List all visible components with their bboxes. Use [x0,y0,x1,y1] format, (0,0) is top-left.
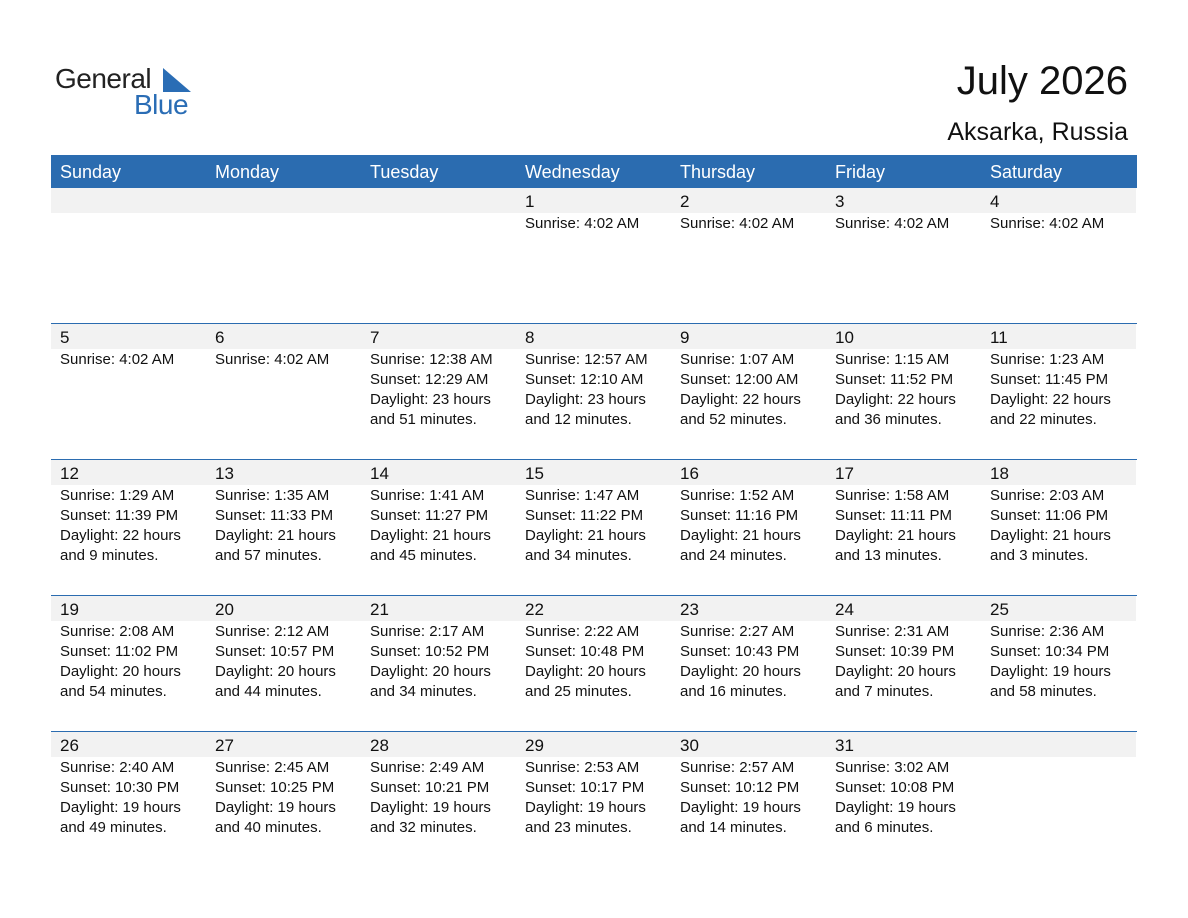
sunset-text: Sunset: 10:25 PM [215,779,335,796]
day-number: 11 [981,324,1136,349]
day-number: 21 [361,596,516,621]
sunrise-text: Sunrise: 2:22 AM [525,623,640,640]
weekday-friday: Friday [835,162,886,182]
sunrise-text: Sunrise: 12:57 AM [525,351,648,368]
sunrise-text: Sunrise: 2:12 AM [215,623,330,640]
day-number [206,188,361,213]
sun-info [826,213,981,234]
sun-info [516,757,671,838]
empty-day-cell [981,732,1136,867]
day-cell-5 [51,324,206,459]
day-number: 9 [671,324,826,349]
day-number: 8 [516,324,671,349]
day-cell-16 [671,460,826,595]
daylight-minutes-text: and 13 minutes. [835,547,942,564]
sunrise-text: Sunrise: 4:02 AM [990,215,1105,232]
daylight-minutes-text: and 34 minutes. [370,683,477,700]
day-cell-22 [516,596,671,731]
sunset-text: Sunset: 11:27 PM [370,507,489,524]
weekday-saturday: Saturday [990,162,1063,182]
sunset-text: Sunset: 11:33 PM [215,507,334,524]
daylight-minutes-text: and 54 minutes. [60,683,167,700]
sunrise-text: Sunrise: 2:45 AM [215,759,330,776]
sun-info [516,621,671,702]
daylight-minutes-text: and 24 minutes. [680,547,787,564]
sun-info [981,349,1136,430]
sunrise-text: Sunrise: 3:02 AM [835,759,950,776]
sunrise-text: Sunrise: 1:58 AM [835,487,950,504]
day-cell-18 [981,460,1136,595]
sunset-text: Sunset: 11:02 PM [60,643,179,660]
daylight-text: Daylight: 21 hours [835,527,956,544]
sunset-text: Sunset: 10:12 PM [680,779,800,796]
sunset-text: Sunset: 11:22 PM [525,507,644,524]
sun-info [671,621,826,702]
day-number: 14 [361,460,516,485]
daylight-text: Daylight: 19 hours [370,799,491,816]
sunrise-text: Sunrise: 2:36 AM [990,623,1105,640]
day-number: 3 [826,188,981,213]
sun-info [826,349,981,430]
sunrise-text: Sunrise: 2:17 AM [370,623,485,640]
day-number: 26 [51,732,206,757]
sunrise-text: Sunrise: 4:02 AM [60,351,175,368]
sun-info [516,213,671,234]
sunset-text: Sunset: 10:34 PM [990,643,1110,660]
day-number: 2 [671,188,826,213]
daylight-minutes-text: and 23 minutes. [525,819,632,836]
calendar-location: Aksarka, Russia [947,118,1128,146]
day-cell-1 [516,188,671,323]
sunset-text: Sunset: 12:10 AM [525,371,644,388]
day-number: 15 [516,460,671,485]
daylight-minutes-text: and 9 minutes. [60,547,159,564]
day-cell-30 [671,732,826,867]
day-number: 10 [826,324,981,349]
empty-day-cell [51,188,206,323]
week-row [51,731,1137,867]
daylight-text: Daylight: 19 hours [215,799,336,816]
sunset-text: Sunset: 10:57 PM [215,643,335,660]
sun-info [826,621,981,702]
daylight-text: Daylight: 23 hours [525,391,646,408]
day-cell-17 [826,460,981,595]
daylight-minutes-text: and 45 minutes. [370,547,477,564]
sunset-text: Sunset: 11:11 PM [835,507,953,524]
daylight-text: Daylight: 20 hours [525,663,646,680]
sun-info [826,757,981,838]
sunset-text: Sunset: 12:29 AM [370,371,489,388]
sun-info [206,757,361,838]
daylight-minutes-text: and 16 minutes. [680,683,787,700]
sun-info [516,349,671,430]
daylight-minutes-text: and 51 minutes. [370,411,477,428]
day-number: 1 [516,188,671,213]
sun-info [981,213,1136,234]
day-number: 31 [826,732,981,757]
sunrise-text: Sunrise: 12:38 AM [370,351,493,368]
day-number [361,188,516,213]
logo-text-general: General [55,63,152,94]
sunrise-text: Sunrise: 2:31 AM [835,623,950,640]
day-cell-13 [206,460,361,595]
daylight-minutes-text: and 49 minutes. [60,819,167,836]
sunset-text: Sunset: 11:52 PM [835,371,954,388]
daylight-text: Daylight: 19 hours [835,799,956,816]
daylight-minutes-text: and 22 minutes. [990,411,1097,428]
weekday-sunday: Sunday [60,162,122,182]
sun-info [671,349,826,430]
day-cell-29 [516,732,671,867]
sunrise-text: Sunrise: 1:41 AM [370,487,485,504]
sun-info [671,757,826,838]
daylight-minutes-text: and 52 minutes. [680,411,787,428]
week-row [51,595,1137,731]
weekday-monday: Monday [215,162,280,182]
weekday-thursday: Thursday [680,162,756,182]
day-cell-8 [516,324,671,459]
sun-info [51,349,206,370]
sun-info [51,213,206,214]
sunrise-text: Sunrise: 2:53 AM [525,759,640,776]
daylight-text: Daylight: 20 hours [680,663,801,680]
day-cell-23 [671,596,826,731]
daylight-text: Daylight: 19 hours [680,799,801,816]
day-number: 12 [51,460,206,485]
sunset-text: Sunset: 10:52 PM [370,643,490,660]
sun-info [206,485,361,566]
week-row [51,188,1137,323]
day-cell-21 [361,596,516,731]
weekday-wednesday: Wednesday [525,162,620,182]
sunset-text: Sunset: 11:45 PM [990,371,1109,388]
sun-info [826,485,981,566]
sunset-text: Sunset: 10:43 PM [680,643,800,660]
daylight-text: Daylight: 19 hours [60,799,181,816]
day-cell-6 [206,324,361,459]
sunrise-text: Sunrise: 2:08 AM [60,623,175,640]
sunrise-text: Sunrise: 4:02 AM [835,215,950,232]
day-cell-7 [361,324,516,459]
day-cell-19 [51,596,206,731]
daylight-text: Daylight: 21 hours [525,527,646,544]
week-row [51,323,1137,459]
day-cell-2 [671,188,826,323]
sunrise-text: Sunrise: 2:27 AM [680,623,795,640]
daylight-minutes-text: and 25 minutes. [525,683,632,700]
sun-info [671,485,826,566]
day-cell-15 [516,460,671,595]
day-cell-9 [671,324,826,459]
daylight-minutes-text: and 57 minutes. [215,547,322,564]
sunset-text: Sunset: 12:00 AM [680,371,799,388]
sunset-text: Sunset: 11:16 PM [680,507,799,524]
daylight-minutes-text: and 32 minutes. [370,819,477,836]
day-cell-31 [826,732,981,867]
daylight-text: Daylight: 20 hours [835,663,956,680]
day-number: 23 [671,596,826,621]
daylight-text: Daylight: 22 hours [835,391,956,408]
daylight-minutes-text: and 14 minutes. [680,819,787,836]
sun-info [51,757,206,838]
logo-text-blue: Blue [134,89,189,120]
daylight-text: Daylight: 21 hours [370,527,491,544]
daylight-text: Daylight: 21 hours [680,527,801,544]
daylight-text: Daylight: 21 hours [215,527,336,544]
sunrise-text: Sunrise: 2:57 AM [680,759,795,776]
day-cell-14 [361,460,516,595]
sunset-text: Sunset: 10:30 PM [60,779,180,796]
sun-info [981,757,1136,758]
daylight-minutes-text: and 6 minutes. [835,819,934,836]
daylight-text: Daylight: 22 hours [60,527,181,544]
day-number: 7 [361,324,516,349]
sunrise-text: Sunrise: 1:47 AM [525,487,640,504]
calendar-title: July 2026 [956,59,1128,103]
day-cell-3 [826,188,981,323]
day-number: 17 [826,460,981,485]
sunrise-text: Sunrise: 1:35 AM [215,487,330,504]
day-number: 20 [206,596,361,621]
day-number: 18 [981,460,1136,485]
day-number: 13 [206,460,361,485]
sunrise-text: Sunrise: 1:15 AM [835,351,950,368]
sun-info [361,485,516,566]
daylight-text: Daylight: 20 hours [215,663,336,680]
daylight-text: Daylight: 22 hours [680,391,801,408]
daylight-minutes-text: and 36 minutes. [835,411,942,428]
day-number: 22 [516,596,671,621]
sun-info [206,349,361,370]
sun-info [361,213,516,214]
day-cell-26 [51,732,206,867]
day-number: 6 [206,324,361,349]
day-cell-12 [51,460,206,595]
sunset-text: Sunset: 10:39 PM [835,643,955,660]
empty-day-cell [206,188,361,323]
day-number: 4 [981,188,1136,213]
sunrise-text: Sunrise: 2:49 AM [370,759,485,776]
weekday-header [51,155,1137,188]
sunset-text: Sunset: 11:39 PM [60,507,179,524]
day-number: 19 [51,596,206,621]
day-cell-11 [981,324,1136,459]
sunrise-text: Sunrise: 4:02 AM [525,215,640,232]
daylight-text: Daylight: 19 hours [525,799,646,816]
sunrise-text: Sunrise: 1:52 AM [680,487,795,504]
sunset-text: Sunset: 10:21 PM [370,779,490,796]
day-number: 5 [51,324,206,349]
sun-info [516,485,671,566]
daylight-text: Daylight: 20 hours [370,663,491,680]
daylight-minutes-text: and 7 minutes. [835,683,934,700]
daylight-minutes-text: and 40 minutes. [215,819,322,836]
sunrise-text: Sunrise: 2:40 AM [60,759,175,776]
day-number: 28 [361,732,516,757]
sun-info [51,621,206,702]
day-number: 27 [206,732,361,757]
sunrise-text: Sunrise: 1:29 AM [60,487,175,504]
sunrise-text: Sunrise: 1:23 AM [990,351,1105,368]
sunset-text: Sunset: 10:17 PM [525,779,645,796]
sunrise-text: Sunrise: 4:02 AM [680,215,795,232]
daylight-minutes-text: and 44 minutes. [215,683,322,700]
day-number: 16 [671,460,826,485]
calendar-grid [51,188,1137,867]
sun-info [981,485,1136,566]
daylight-minutes-text: and 12 minutes. [525,411,632,428]
daylight-minutes-text: and 58 minutes. [990,683,1097,700]
day-number: 24 [826,596,981,621]
day-cell-25 [981,596,1136,731]
weekday-tuesday: Tuesday [370,162,439,182]
daylight-text: Daylight: 20 hours [60,663,181,680]
day-cell-10 [826,324,981,459]
sunset-text: Sunset: 11:06 PM [990,507,1109,524]
sun-info [206,213,361,214]
sunset-text: Sunset: 10:48 PM [525,643,645,660]
day-cell-24 [826,596,981,731]
day-cell-28 [361,732,516,867]
day-cell-4 [981,188,1136,323]
sunset-text: Sunset: 10:08 PM [835,779,955,796]
sun-info [361,757,516,838]
sun-info [206,621,361,702]
day-number [981,732,1136,757]
day-number: 25 [981,596,1136,621]
day-cell-20 [206,596,361,731]
sun-info [671,213,826,234]
sun-info [361,621,516,702]
day-number [51,188,206,213]
daylight-minutes-text: and 34 minutes. [525,547,632,564]
sun-info [981,621,1136,702]
generalblue-logo [55,62,205,122]
sunrise-text: Sunrise: 1:07 AM [680,351,795,368]
day-number: 29 [516,732,671,757]
sun-info [51,485,206,566]
daylight-text: Daylight: 22 hours [990,391,1111,408]
day-number: 30 [671,732,826,757]
week-row [51,459,1137,595]
sun-info [361,349,516,430]
sunrise-text: Sunrise: 4:02 AM [215,351,330,368]
daylight-minutes-text: and 3 minutes. [990,547,1089,564]
day-cell-27 [206,732,361,867]
daylight-text: Daylight: 21 hours [990,527,1111,544]
sunrise-text: Sunrise: 2:03 AM [990,487,1105,504]
daylight-text: Daylight: 19 hours [990,663,1111,680]
empty-day-cell [361,188,516,323]
daylight-text: Daylight: 23 hours [370,391,491,408]
